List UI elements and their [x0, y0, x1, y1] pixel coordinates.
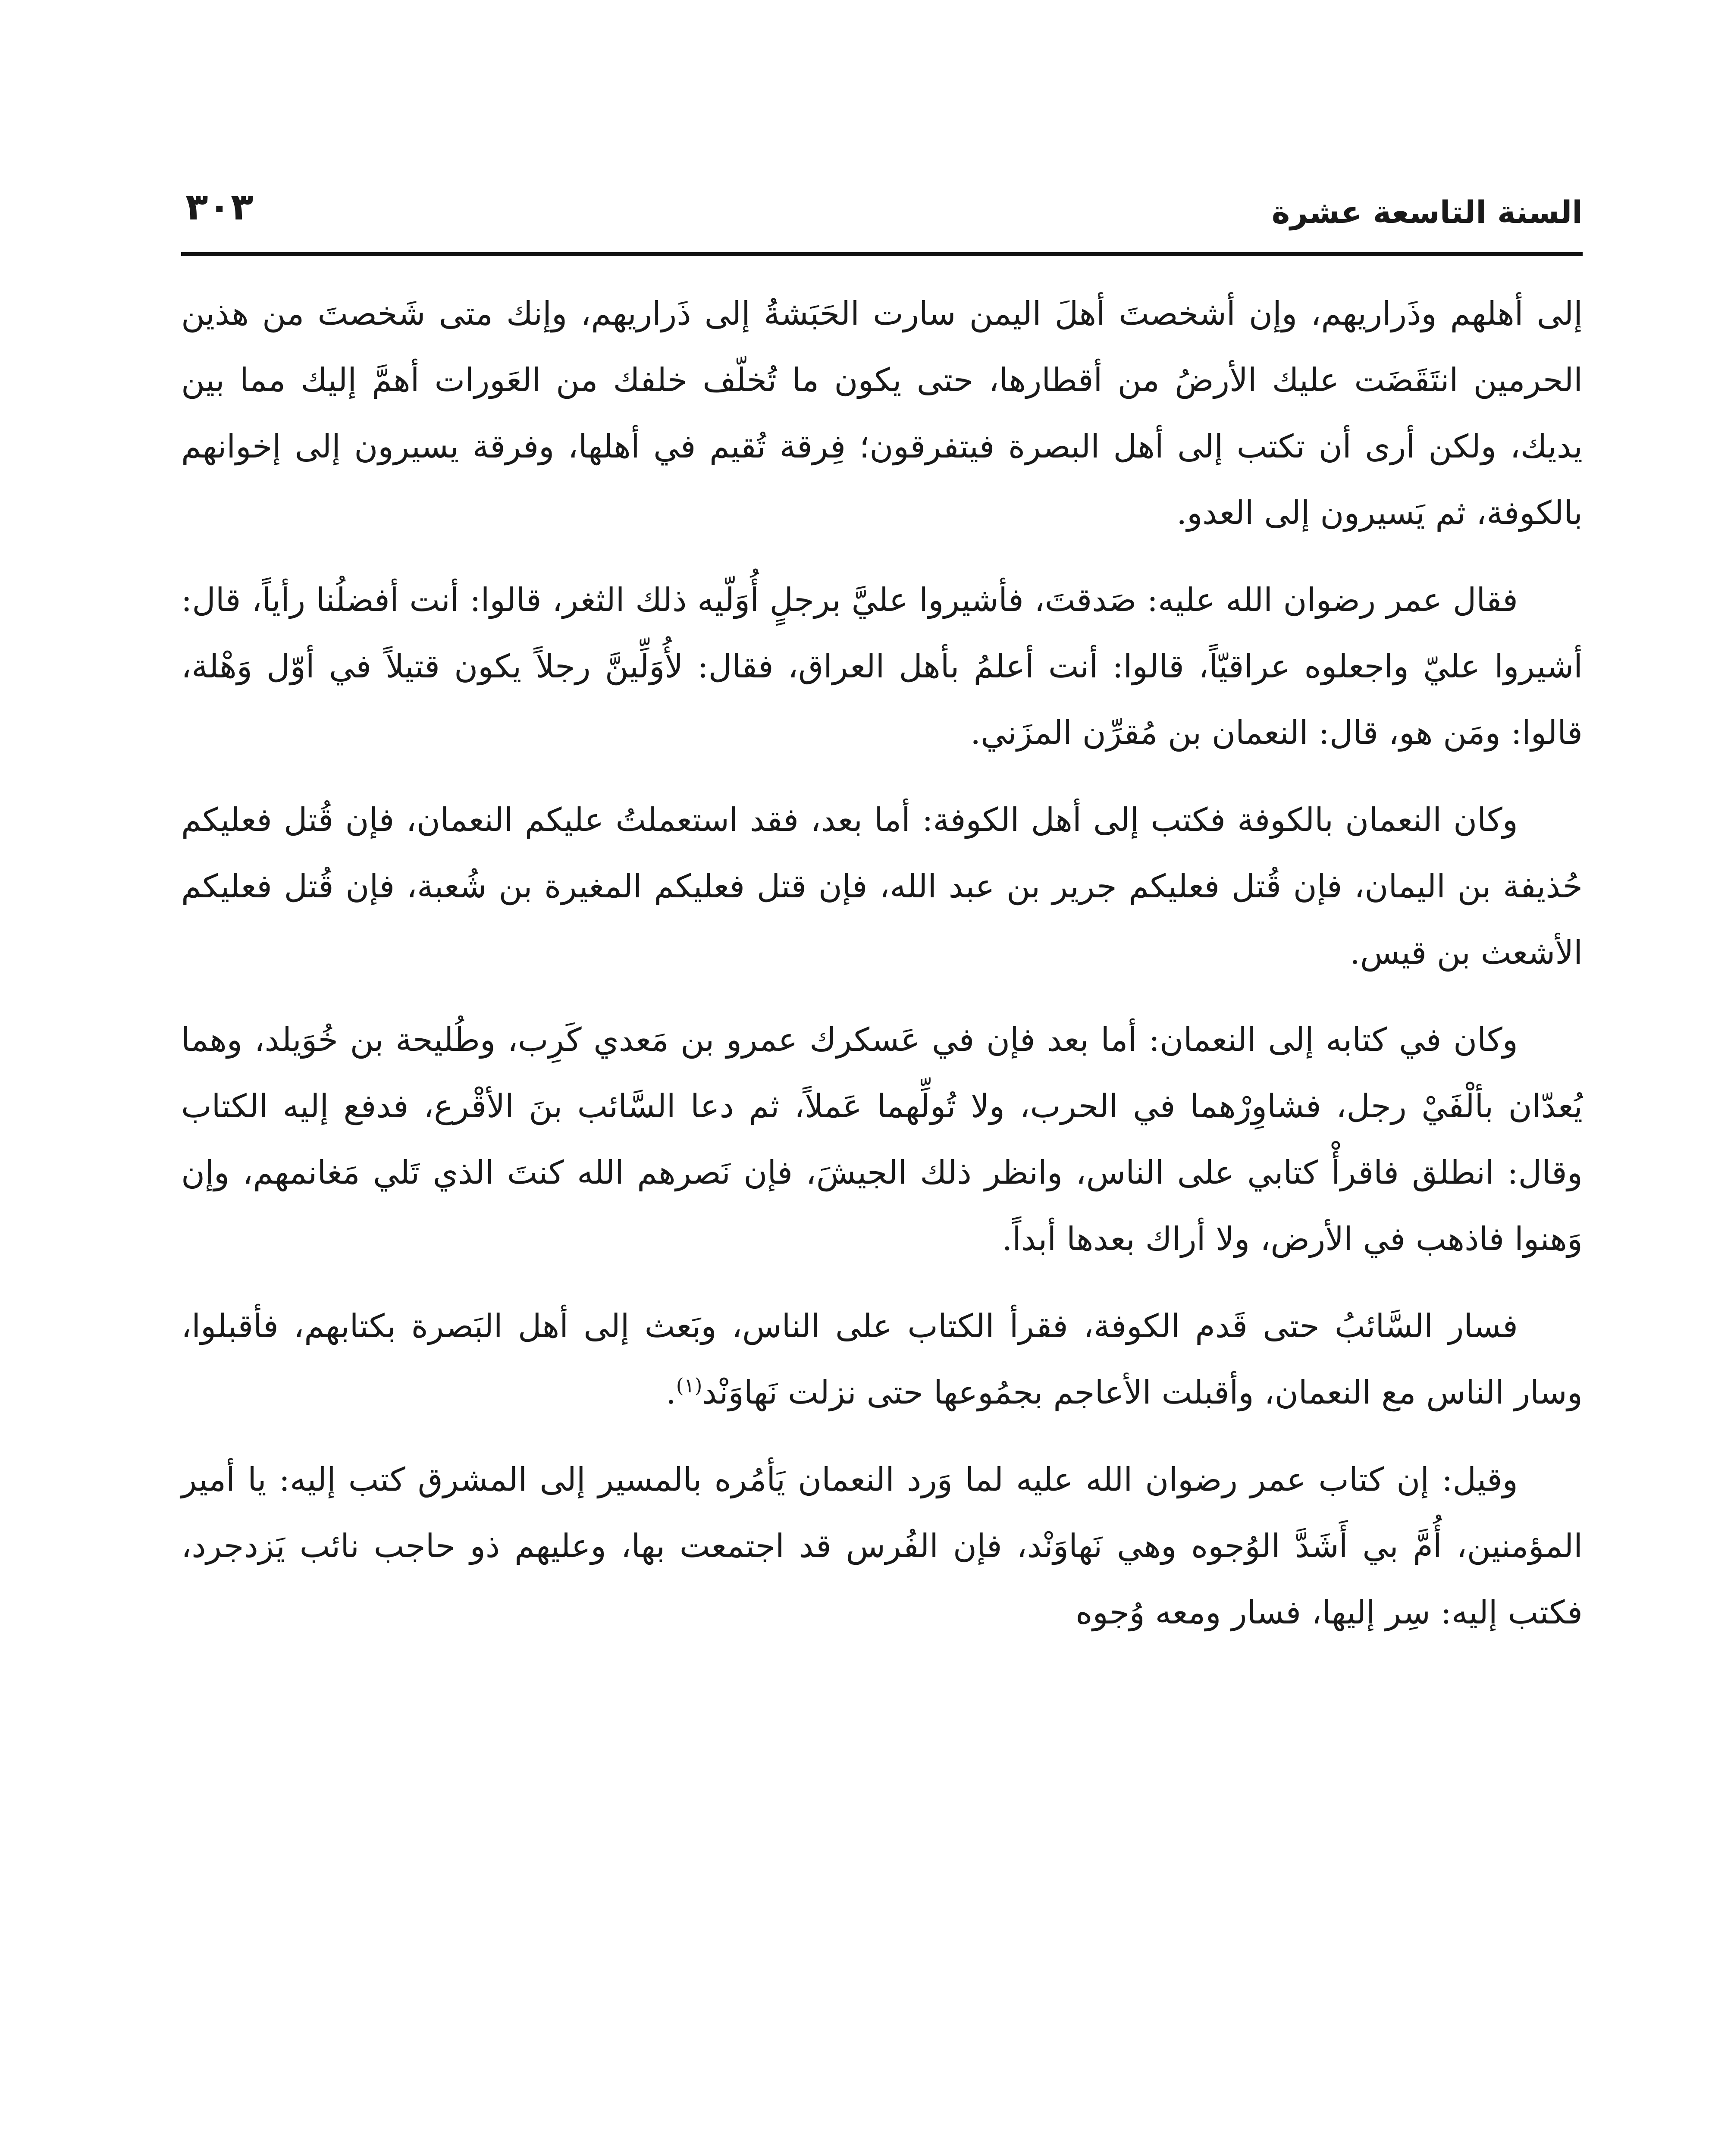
paragraph-1: إلى أهلهم وذَراريهم، وإن أشخصتَ أهلَ اليمن سارت الحَبَشةُ إلى ذَراريهم، وإنك متى شَخصتَ من هذين الحرمين انتَقَضَت عليك الأرضُ من أقطارها، حتى يكون ما تُخلّف خلفك من العَورات أهمَّ إليك مما بين يديك، ولكن أرى أن تكتب إلى أهل البصرة فيتفرقون؛ فِرقة تُقيم في أهلها، وفرقة يسيرون إلى إخوانهم بالكوفة، ثم يَسيرون إلى العدو.: [181, 295, 1583, 532]
paragraph-6: وقيل: إن كتاب عمر رضوان الله عليه لما وَرد النعمان يَأمُره بالمسير إلى المشرق كتب إليه: يا أمير المؤمنين، أُمَّ بي أَشَدَّ الوُجوه وهي نَهاوَنْد، فإن الفُرس قد اجتمعت بها، وعليهم ذو حاجب نائب يَزدجرد، فكتب إليه: سِر إليها، فسار ومعه وُجوه: [181, 1460, 1583, 1631]
paragraph-4: وكان في كتابه إلى النعمان: أما بعد فإن في عَسكرك عمرو بن مَعدي كَرِب، وطُليحة بن خُوَيلد، وهما يُعدّان بألْفَيْ رجل، فشاوِرْهما في الحرب، ولا تُولِّهما عَملاً، ثم دعا السَّائب بنَ الأقْرع، فدفع إليه الكتاب وقال: انطلق فاقرأْ كتابي على الناس، وانظر ذلك الجيشَ، فإن نَصرهم الله كنتَ الذي تَلي مَغانمهم، وإن وَهنوا فاذهب في الأرض، ولا أراك بعدها أبداً.: [181, 1021, 1583, 1258]
paragraph-3: وكان النعمان بالكوفة فكتب إلى أهل الكوفة: أما بعد، فقد استعملتُ عليكم النعمان، فإن قُتل فعليكم حُذيفة بن اليمان، فإن قُتل فعليكم جرير بن عبد الله، فإن قتل فعليكم المغيرة بن شُعبة، فإن قُتل فعليكم الأشعث بن قيس.: [181, 801, 1583, 971]
paragraph-2: فقال عمر رضوان الله عليه: صَدقتَ، فأشيروا عليَّ برجلٍ أُوَلّيه ذلك الثغر، قالوا: أنت أفضلُنا رأياً، قال: أشيروا عليّ واجعلوه عراقيّاً، قالوا: أنت أعلمُ بأهل العراق، فقال: لأُوَلِّينَّ رجلاً يكون قتيلاً في أوّل وَهْلة، قالوا: ومَن هو، قال: النعمان بن مُقرِّن المزَني.: [181, 581, 1583, 752]
running-title: السنة التاسعة عشرة: [1271, 194, 1583, 230]
paragraph-5-end: .: [665, 1373, 676, 1411]
header-divider: [181, 252, 1583, 256]
page-number: ٣٠٣: [185, 185, 254, 229]
paragraph-5-text: فسار السَّائبُ حتى قَدم الكوفة، فقرأ الكتاب على الناس، وبَعث إلى أهل البَصرة بكتابهم، فأقبلوا، وسار الناس مع النعمان، وأقبلت الأعاجم بجمُوعها حتى نزلت نَهاوَنْد: [181, 1307, 1583, 1411]
book-page: [181, 0, 1583, 2156]
paragraph-5: [181, 1293, 1583, 1426]
main-text: [181, 280, 1583, 1666]
footnote-marker[interactable]: (١): [676, 1374, 702, 1397]
running-header: [181, 181, 1583, 241]
